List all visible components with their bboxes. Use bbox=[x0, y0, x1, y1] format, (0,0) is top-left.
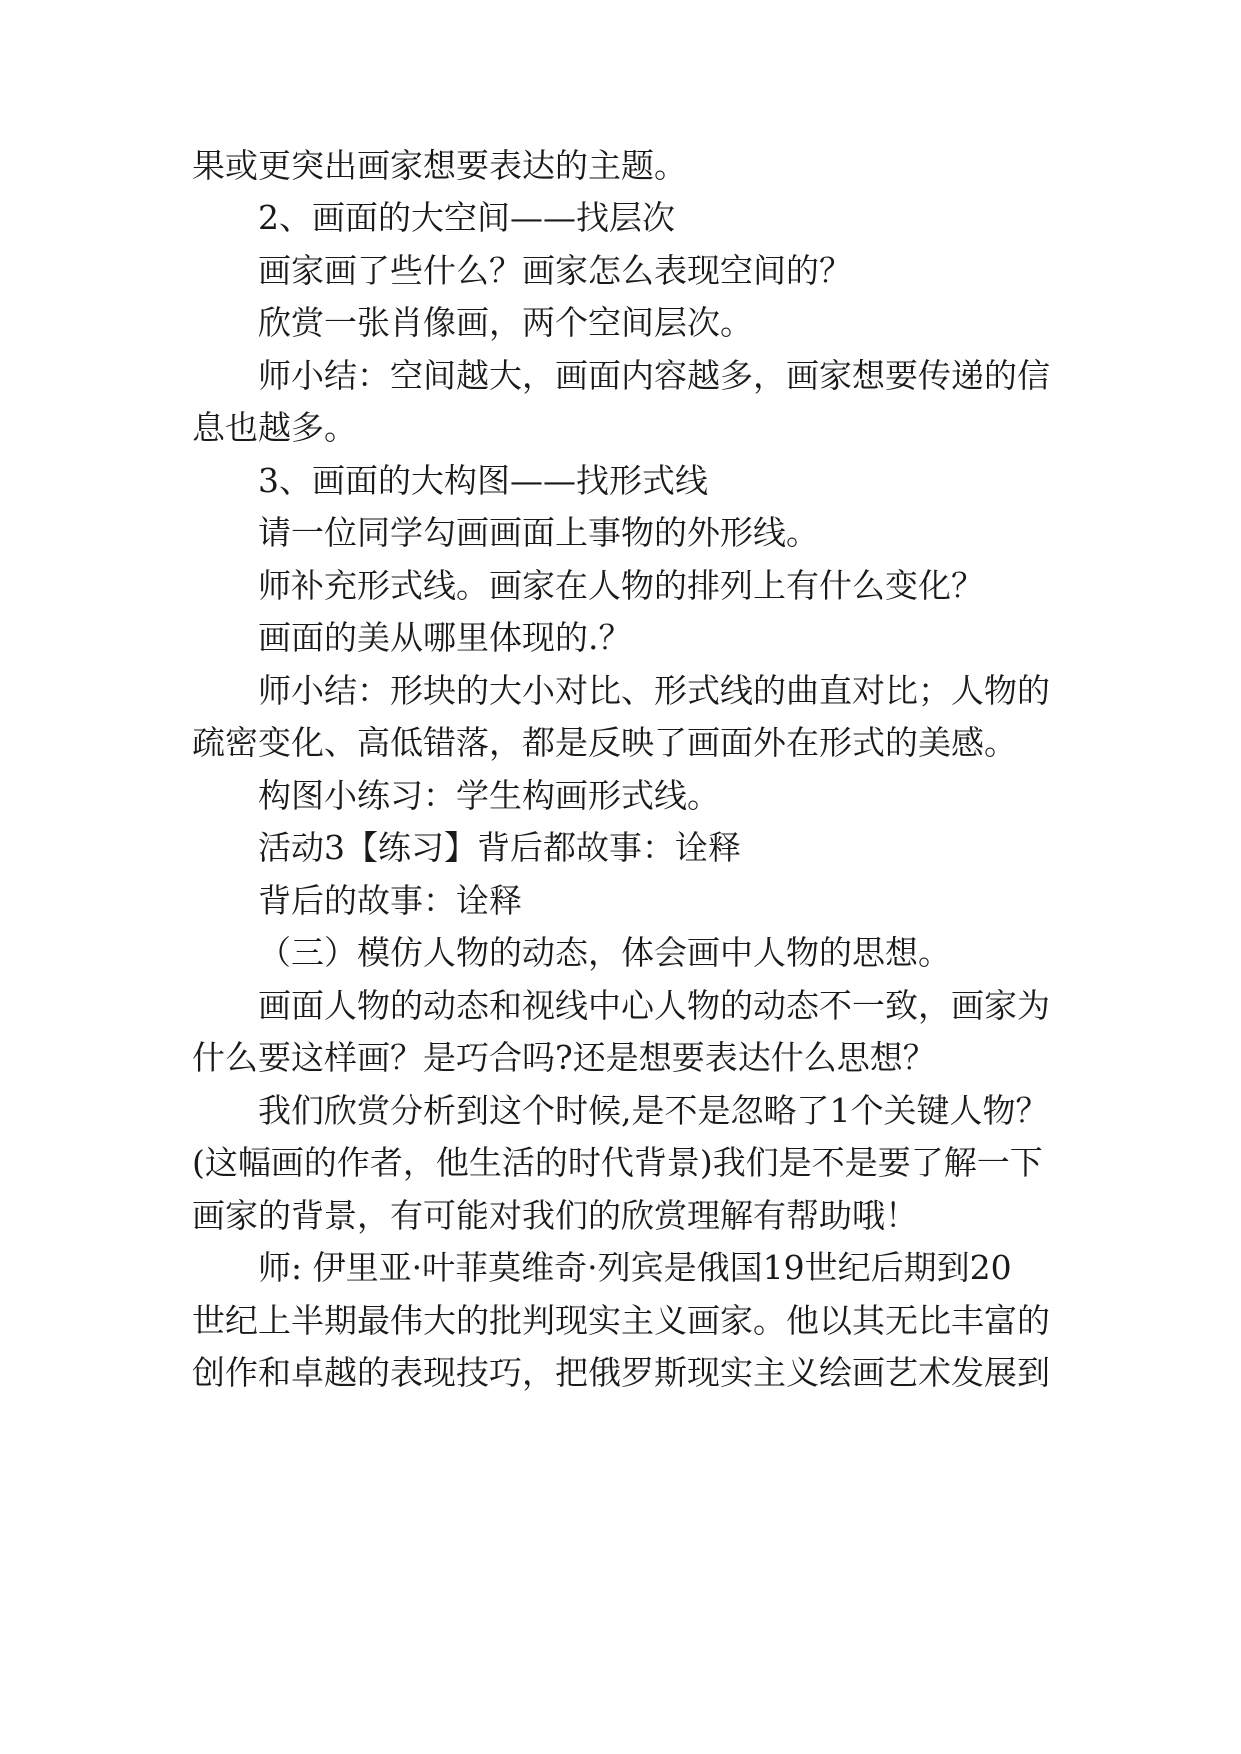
text-line: 我们欣赏分析到这个时候,是不是忽略了1个关键人物？ bbox=[258, 1091, 1049, 1130]
text-line: 欣赏一张肖像画，两个空间层次。 bbox=[258, 303, 753, 342]
text-line: 疏密变化、高低错落，都是反映了画面外在形式的美感。 bbox=[192, 723, 1017, 762]
text-line: 画家的背景，有可能对我们的欣赏理解有帮助哦！ bbox=[192, 1196, 918, 1235]
text-line: 画家画了些什么？画家怎么表现空间的？ bbox=[258, 251, 852, 290]
activity-heading: 活动3【练习】背后都故事：诠释 bbox=[258, 828, 741, 867]
text-line: 请一位同学勾画画面上事物的外形线。 bbox=[258, 513, 819, 552]
text-line: 息也越多。 bbox=[192, 408, 357, 447]
text-line: (这幅画的作者，他生活的时代背景)我们是不是要了解一下 bbox=[192, 1143, 1043, 1182]
section-heading: （三）模仿人物的动态，体会画中人物的思想。 bbox=[258, 933, 951, 972]
text-line: 果或更突出画家想要表达的主题。 bbox=[192, 146, 687, 185]
section-heading: 2、画面的大空间——找层次 bbox=[258, 198, 675, 237]
text-line: 世纪上半期最伟大的批判现实主义画家。他以其无比丰富的 bbox=[192, 1301, 1050, 1340]
section-heading: 3、画面的大构图——找形式线 bbox=[258, 461, 708, 500]
text-line: 画面人物的动态和视线中心人物的动态不一致，画家为 bbox=[258, 986, 1050, 1025]
text-line: 师小结：形块的大小对比、形式线的曲直对比；人物的 bbox=[258, 671, 1050, 710]
text-line: 师小结：空间越大，画面内容越多，画家想要传递的信 bbox=[258, 356, 1050, 395]
text-line: 画面的美从哪里体现的.？ bbox=[258, 618, 632, 657]
text-line: 师: 伊里亚·叶菲莫维奇·列宾是俄国19世纪后期到20 bbox=[258, 1248, 1012, 1287]
text-line: 创作和卓越的表现技巧，把俄罗斯现实主义绘画艺术发展到 bbox=[192, 1353, 1050, 1392]
text-line: 师补充形式线。画家在人物的排列上有什么变化？ bbox=[258, 566, 984, 605]
text-line: 什么要这样画？是巧合吗?还是想要表达什么思想？ bbox=[192, 1038, 936, 1077]
text-line: 背后的故事：诠释 bbox=[258, 881, 522, 920]
text-line: 构图小练习：学生构画形式线。 bbox=[258, 776, 720, 815]
